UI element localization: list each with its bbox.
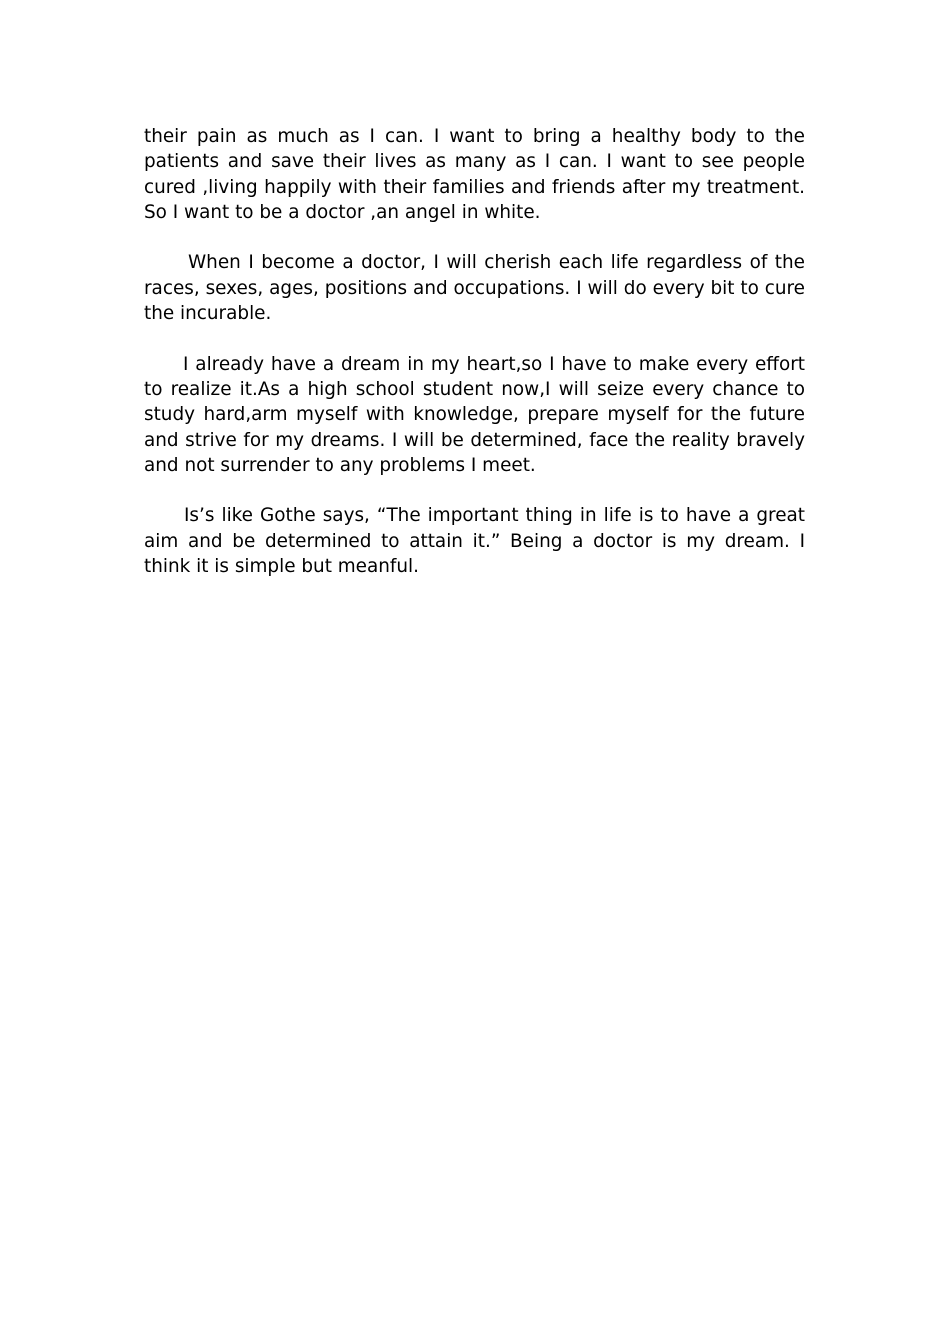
- document-body: [144, 124, 805, 605]
- paragraph-3: I already have a dream in my heart,so I have to make every effort to realize it.As a high school student now,I will seize every chance to study hard,arm myself with knowledge, prepare myself for the future and strive for my dreams. I will be determined, face the reality bravely and not surrender to any problems I meet.: [144, 353, 805, 476]
- paragraph-4: Is’s like Gothe says, “The important thing in life is to have a great aim and be determined to attain it.” Being a doctor is my dream. I think it is simple but meanful.: [144, 505, 805, 578]
- paragraph-1: their pain as much as I can. I want to bring a healthy body to the patients and save their lives as many as I can. I want to see people cured ,living happily with their families and friends after my treatment. So I want to be a doctor ,an angel in white.: [144, 126, 805, 223]
- paragraph-2: When I become a doctor, I will cherish each life regardless of the races, sexes, ages, positions and occupations. I will do every bit to cure the incurable.: [144, 252, 805, 325]
